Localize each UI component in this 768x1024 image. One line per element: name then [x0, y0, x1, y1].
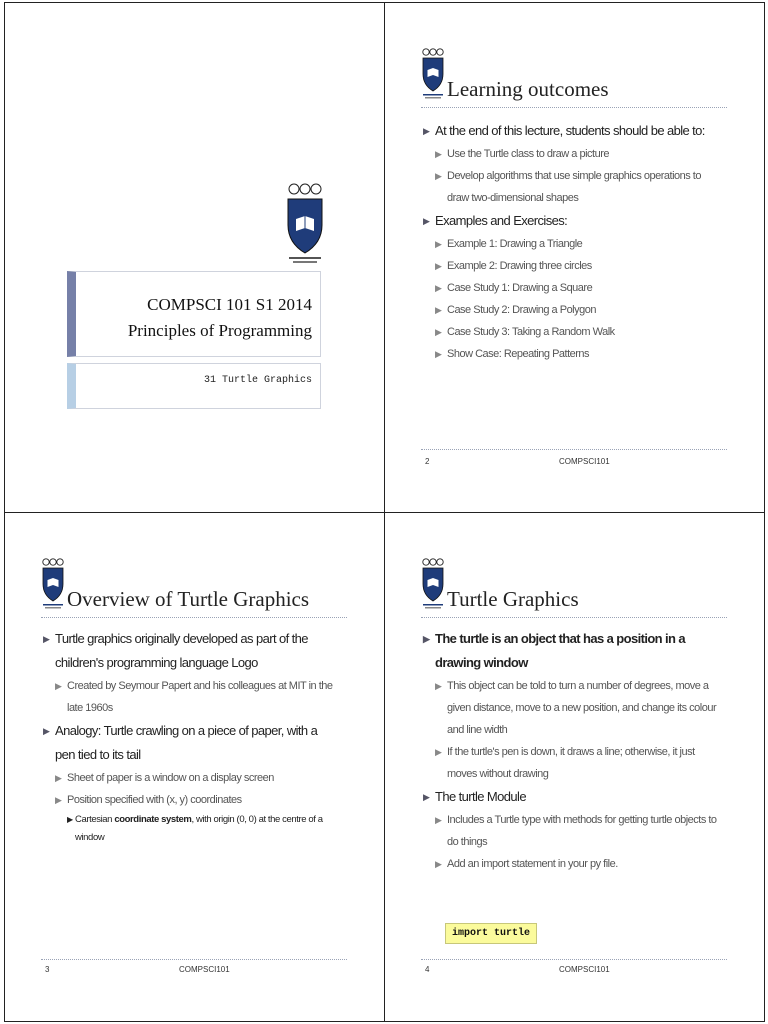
sub-list-item: ▶ Show Case: Repeating Patterns [435, 348, 590, 360]
sub-sub-list-item: ▶ Cartesian coordinate system, with origin (0, 0) at the centre of a window [67, 814, 323, 843]
list-item: ▶ At the end of this lecture, students should be able to: ▶ Use the Turtle class to draw a picture ▶ Develop algorithms that use simple graphics operations to draw two-dimensional shapes [423, 119, 723, 209]
list-item: ▶ Turtle graphics originally developed as part of the children's programming language Logo ▶ Created by Seymour Papert and his colleagues at MIT in the late 1960s [43, 627, 335, 719]
footer-divider [421, 449, 727, 450]
slide-learning-outcomes [384, 2, 765, 513]
slide-turtle-graphics [384, 512, 765, 1022]
slide-overview [4, 512, 385, 1022]
list-item: ▶ Examples and Exercises: ▶ Example 1: Drawing a Triangle ▶ Example 2: Drawing three circles ▶ Case Study 1: Drawing a Square ▶ Case Study 2: Drawing a Polygon ▶ Case Study 3: Taking a Random Walk ▶ Show Case: Repeating Patterns [423, 209, 723, 365]
lecture-title-box [67, 363, 321, 409]
sub-list-item: ▶ Case Study 1: Drawing a Square [435, 282, 593, 294]
lecture-title: 31 Turtle Graphics [203, 375, 312, 386]
slide-heading: Overview of Turtle Graphics [67, 587, 310, 611]
heading-divider [421, 107, 727, 108]
sub-list-item: ▶ Sheet of paper is a window on a display screen [55, 772, 274, 784]
list-item: ▶ Analogy: Turtle crawling on a piece of paper, with a pen tied to its tail ▶ Sheet of paper is a window on a display screen ▶ Position specified with (x, y) coordinates ▶ Cartesian coordinate system, with origin (0, 0) at the centre of a window [43, 719, 335, 847]
list-item: ▶ The turtle Module ▶ Includes a Turtle type with methods for getting turtle objects to do things ▶ Add an import statement in your py file. [423, 785, 723, 875]
course-subtitle: Principles of Programming [127, 321, 312, 340]
footer-divider [421, 959, 727, 960]
slide-body [43, 627, 335, 847]
slide-body [423, 119, 723, 365]
sub-list-item: ▶ Example 2: Drawing three circles [435, 260, 592, 272]
heading-divider [421, 617, 727, 618]
page-number: 4 [425, 965, 430, 974]
slide-heading: Learning outcomes [447, 77, 609, 101]
sub-list-item: ▶ Add an import statement in your py file. [435, 858, 618, 870]
sub-list-item: ▶ Includes a Turtle type with methods for getting turtle objects to do things [435, 814, 717, 848]
university-crest-icon [41, 557, 65, 611]
heading-divider [41, 617, 347, 618]
sub-list-item: ▶ Case Study 2: Drawing a Polygon [435, 304, 596, 316]
slide-title [4, 2, 385, 513]
slide-body [423, 627, 723, 875]
sub-list-item: ▶ This object can be told to turn a number of degrees, move a given distance, move to a new position, and change its colour and line width [435, 680, 717, 736]
university-crest-icon [421, 557, 445, 611]
sub-list-item: ▶ Position specified with (x, y) coordinates ▶ Cartesian coordinate system, with origin (0, 0) at the centre of a window [55, 789, 335, 847]
code-snippet: import turtle [445, 923, 537, 944]
course-code: COMPSCI101 [179, 965, 230, 974]
sub-list-item: ▶ Case Study 3: Taking a Random Walk [435, 326, 615, 338]
course-code: COMPSCI101 [559, 457, 610, 466]
course-code: COMPSCI101 [559, 965, 610, 974]
sub-list-item: ▶ If the turtle's pen is down, it draws a line; otherwise, it just moves without drawing [435, 746, 695, 780]
slide-heading: Turtle Graphics [447, 587, 579, 611]
footer-divider [41, 959, 347, 960]
page-number: 2 [425, 457, 430, 466]
university-crest-icon [421, 47, 445, 101]
sub-list-item: ▶ Example 1: Drawing a Triangle [435, 238, 583, 250]
sub-list-item: ▶ Use the Turtle class to draw a picture [435, 148, 609, 160]
list-item: ▶ The turtle is an object that has a position in a drawing window ▶ This object can be told to turn a number of degrees, move a given distance, move to a new position, and change its colour and line width ▶ If the turtle's pen is down, it draws a line; otherwise, it just moves without drawing [423, 627, 723, 785]
sub-list-item: ▶ Created by Seymour Papert and his colleagues at MIT in the late 1960s [55, 680, 333, 714]
course-title: COMPSCI 101 S1 2014 [147, 295, 312, 314]
title-box [67, 271, 321, 357]
sub-list-item: ▶ Develop algorithms that use simple graphics operations to draw two-dimensional shapes [435, 170, 701, 204]
page-number: 3 [45, 965, 50, 974]
university-crest-icon [285, 181, 325, 267]
